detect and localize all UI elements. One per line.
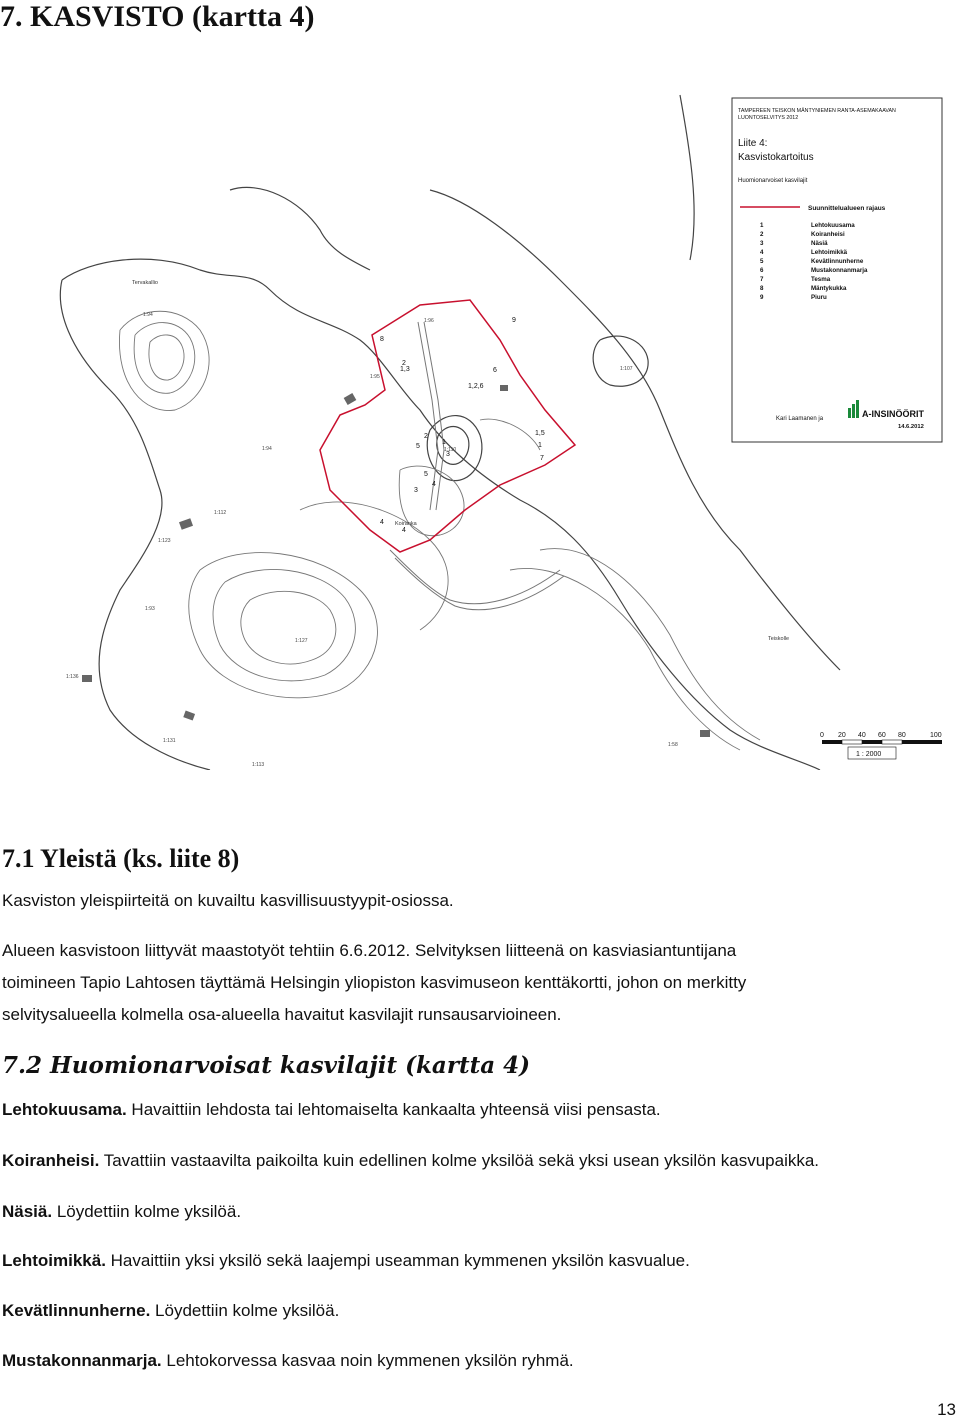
species-marker: 7	[540, 455, 544, 462]
species-name: Koiranheisi.	[2, 1151, 100, 1170]
elevation-label: 1:58	[668, 742, 678, 748]
page-title: 7. KASVISTO (kartta 4)	[0, 0, 315, 33]
species-entry	[2, 1100, 957, 1120]
species-marker: 2	[402, 360, 406, 367]
species-name: Mustakonnanmarja.	[2, 1351, 162, 1370]
paragraph-fieldwork-line1: Alueen kasvistoon liittyvät maastotyöt tehtiin 6.6.2012. Selvityksen liitteenä on kasviasiantuntijana	[2, 941, 737, 960]
elevation-label: 1:112	[214, 510, 227, 516]
species-entry	[2, 1301, 957, 1321]
elevation-label: 1:94	[262, 446, 272, 452]
legend-num: 1	[760, 222, 764, 229]
species-marker: 1	[442, 439, 446, 446]
elevation-label: 1:93	[145, 606, 155, 612]
species-description: Tavattiin vastaavilta paikoilta kuin edellinen kolme yksilöä sekä yksi usean yksilön kasvupaikka.	[99, 1151, 820, 1170]
legend-num: 2	[760, 231, 764, 238]
legend-num: 8	[760, 285, 764, 292]
map-contours	[60, 95, 840, 770]
species-entry	[2, 1351, 957, 1371]
elevation-label: 1:110	[444, 447, 457, 453]
legend-species: Näsiä	[811, 240, 828, 247]
elevation-label: 1:113	[252, 762, 265, 768]
species-description: Havaittiin yksi yksilö sekä laajempi useamman kymmenen yksilön kasvualue.	[105, 1251, 690, 1270]
species-marker: 6	[493, 367, 497, 374]
elevation-label: 1:107	[620, 366, 633, 372]
map-legend	[732, 98, 942, 442]
species-name: Näsiä.	[2, 1202, 53, 1221]
legend-subtitle: Kasvistokartoitus	[738, 152, 814, 163]
elevation-label: 1:136	[66, 674, 79, 680]
legend-species: Koiranheisi	[811, 231, 845, 238]
legend-species: Lehtokuusama	[811, 222, 855, 229]
legend-author: Kari Laamanen ja	[776, 416, 824, 422]
species-marker: 1,5	[535, 430, 545, 437]
elevation-label: 1:94	[143, 312, 153, 318]
scale-tick: 80	[898, 732, 906, 739]
elevation-label: 1:123	[158, 538, 171, 544]
legend-species: Lehtoimikkä	[811, 249, 848, 256]
legend-header-line1: TAMPEREEN TEISKON MÄNTYNIEMEN RANTA-ASEMAKAAVAN	[738, 108, 896, 114]
page-number: 13	[937, 1400, 956, 1419]
species-description: Lehtokorvessa kasvaa noin kymmenen yksilön ryhmä.	[161, 1351, 574, 1370]
species-description: Löydettiin kolme yksilöä.	[150, 1301, 340, 1320]
species-marker: 4	[402, 527, 406, 534]
map-buildings	[82, 385, 710, 737]
planning-area-boundary	[320, 300, 575, 552]
species-name: Kevätlinnunherne.	[2, 1301, 151, 1320]
species-name: Lehtoimikkä.	[2, 1251, 106, 1270]
company-name: A-INSINÖÖRIT	[862, 409, 924, 419]
species-marker: 1	[538, 442, 542, 449]
legend-liite: Liite 4:	[738, 138, 768, 149]
map-scale-bar	[820, 732, 942, 759]
section-heading-general: 7.1 Yleistä (ks. liite 8)	[2, 844, 240, 873]
species-marker: 5	[424, 471, 428, 478]
species-marker: 9	[512, 317, 516, 324]
paragraph-general: Kasviston yleispiirteitä on kuvailtu kasvillisuustyypit-osiossa.	[2, 891, 454, 910]
species-entry	[2, 1202, 957, 1222]
legend-num: 7	[760, 276, 764, 283]
elevation-label: 1:95	[370, 374, 380, 380]
species-marker: 3	[446, 451, 450, 458]
species-description: Löydettiin kolme yksilöä.	[52, 1202, 242, 1221]
scale-tick: 100	[930, 732, 942, 739]
legend-species: Mustakonnanmarja	[811, 267, 868, 274]
legend-num: 5	[760, 258, 764, 265]
legend-date: 14.6.2012	[898, 424, 924, 430]
scale-tick: 20	[838, 732, 846, 739]
legend-header-line2: LUONTOSELVITYS 2012	[738, 115, 799, 121]
legend-num: 6	[760, 267, 764, 274]
species-marker: 1,2,6	[468, 383, 484, 390]
place-label: Teiskolle	[768, 636, 790, 642]
elevation-label: 1:96	[424, 318, 434, 324]
species-marker: 1,3	[400, 366, 410, 373]
species-name: Lehtokuusama.	[2, 1100, 127, 1119]
species-marker: 4	[432, 481, 436, 488]
species-marker: 3	[414, 487, 418, 494]
section-heading-notable-species: 7.2 Huomionarvoisat kasvilajit (kartta 4)	[2, 1052, 531, 1079]
species-entry	[2, 1251, 957, 1271]
legend-species: Piuru	[811, 294, 827, 301]
place-label: Tervakallio	[132, 280, 158, 286]
legend-list-title: Huomionarvoiset kasvilajit	[738, 178, 808, 184]
species-marker: 4	[380, 519, 384, 526]
scale-tick: 40	[858, 732, 866, 739]
legend-num: 4	[760, 249, 764, 256]
vegetation-map	[0, 90, 960, 770]
scale-tick: 0	[820, 732, 824, 739]
legend-species: Tesma	[811, 276, 831, 283]
elevation-label: 1:131	[163, 738, 176, 744]
species-marker: 2	[424, 433, 428, 440]
paragraph-fieldwork-line3: selvitysalueella kolmella osa-alueella havaitut kasvilajit runsausarvioineen.	[2, 1005, 562, 1024]
scale-tick: 60	[878, 732, 886, 739]
scale-ratio: 1 : 2000	[856, 751, 882, 758]
place-label: Koiranka	[395, 521, 417, 527]
legend-num: 3	[760, 240, 764, 247]
species-marker: 5	[416, 443, 420, 450]
legend-species: Mäntykukka	[811, 285, 847, 292]
map-inner-contours	[119, 311, 760, 750]
species-entry	[2, 1151, 957, 1171]
legend-species: Kevätlinnunherne	[811, 258, 864, 265]
paragraph-fieldwork-line2: toimineen Tapio Lahtosen täyttämä Helsingin yliopiston kasvimuseon kenttäkortti, johon on merkitty	[2, 973, 747, 992]
legend-num: 9	[760, 294, 764, 301]
legend-boundary-label: Suunnittelualueen rajaus	[808, 205, 886, 212]
elevation-label: 1:127	[295, 638, 308, 644]
species-description: Havaittiin lehdosta tai lehtomaiselta kankaalta yhteensä viisi pensasta.	[126, 1100, 661, 1119]
species-marker: 8	[380, 336, 384, 343]
